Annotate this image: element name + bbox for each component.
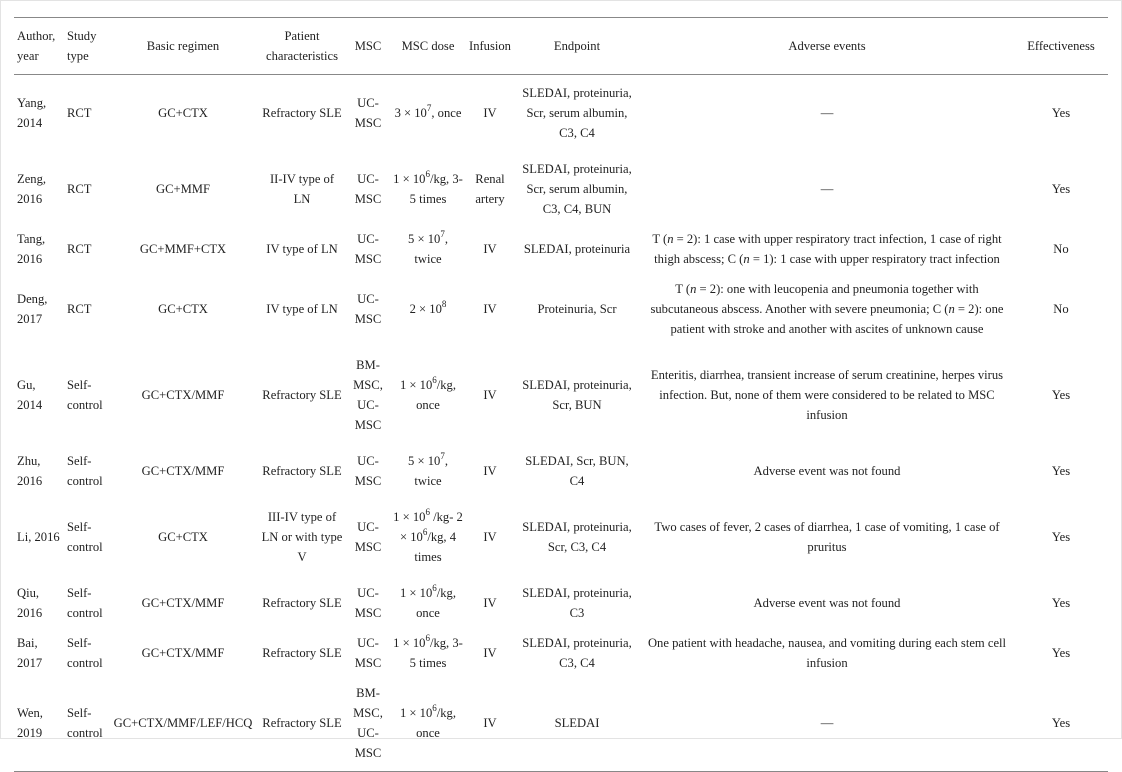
cell-infusion: IV <box>483 388 497 402</box>
cell-patient-characteristics: Refractory SLE <box>262 388 342 402</box>
cell-adverse-events: — <box>820 106 834 120</box>
cell-author-year: Tang, 2016 <box>17 232 46 266</box>
cell-study-type: Self-control <box>67 454 103 488</box>
msc-studies-table <box>14 17 1108 772</box>
cell-msc-dose <box>390 499 466 575</box>
cell-infusion: IV <box>483 242 497 256</box>
cell-effectiveness: Yes <box>1051 388 1071 402</box>
table-row <box>14 575 1108 631</box>
table-row <box>14 347 1108 443</box>
cell-study-type: Self-control <box>67 706 103 740</box>
cell-patient-characteristics: IV type of LN <box>266 302 338 316</box>
cell-endpoint: SLEDAI, proteinuria, C3 <box>522 586 632 620</box>
cell-adverse-events: — <box>820 182 834 196</box>
table-row <box>14 75 1108 152</box>
column-header-adverse-events: Adverse events <box>788 39 866 53</box>
cell-msc-dose <box>390 443 466 499</box>
superscript: 7 <box>440 229 445 239</box>
text-segment: , once <box>431 106 462 120</box>
cell-basic-regimen: GC+CTX/MMF <box>141 646 225 660</box>
cell-msc: UC-MSC <box>354 172 382 206</box>
superscript: 6 <box>432 703 437 713</box>
text-segment: , twice <box>414 454 448 488</box>
text-segment: 3 × 10 <box>394 106 427 120</box>
cell-patient-characteristics: Refractory SLE <box>262 106 342 120</box>
cell-author-year: Deng, 2017 <box>17 292 48 326</box>
text-segment: 1 × 10 <box>399 706 433 720</box>
column-header-msc: MSC <box>354 39 382 53</box>
text-segment: = 1): 1 case with upper respiratory tract infection <box>749 252 1000 266</box>
cell-study-type: Self-control <box>67 636 103 670</box>
cell-endpoint: SLEDAI, proteinuria, Scr, BUN <box>522 378 632 412</box>
table-row <box>14 271 1108 347</box>
column-header-msc-dose: MSC dose <box>401 39 455 53</box>
cell-patient-characteristics: IV type of LN <box>266 242 338 256</box>
italic-text: n <box>948 302 955 316</box>
table-row <box>14 151 1108 227</box>
cell-study-type: RCT <box>67 242 92 256</box>
text-segment: /kg, once <box>416 378 457 412</box>
column-header-effectiveness: Effectiveness <box>1027 39 1095 53</box>
cell-patient-characteristics: Refractory SLE <box>262 596 342 610</box>
text-segment: 5 × 10 <box>408 454 441 468</box>
cell-study-type: RCT <box>67 106 92 120</box>
text-segment: 1 × 10 <box>399 378 433 392</box>
cell-msc-dose <box>390 227 466 271</box>
cell-author-year: Zhu, 2016 <box>17 454 43 488</box>
cell-msc-dose <box>390 75 466 152</box>
text-segment: 1 × 10 <box>399 586 433 600</box>
superscript: 6 <box>425 507 430 517</box>
cell-infusion: IV <box>483 106 497 120</box>
column-header-endpoint: Endpoint <box>553 39 601 53</box>
text-segment: T ( <box>675 282 691 296</box>
cell-patient-characteristics: II-IV type of LN <box>269 172 335 206</box>
cell-msc-dose <box>390 271 466 347</box>
cell-endpoint: SLEDAI <box>554 716 600 730</box>
table-row <box>14 631 1108 675</box>
text-segment: , twice <box>414 232 448 266</box>
text-segment: 1 × 10 <box>393 172 426 186</box>
cell-infusion: IV <box>483 716 497 730</box>
cell-infusion: IV <box>483 596 497 610</box>
cell-patient-characteristics: Refractory SLE <box>262 646 342 660</box>
cell-infusion: IV <box>483 530 497 544</box>
cell-msc: UC-MSC <box>354 520 382 554</box>
cell-infusion: IV <box>483 646 497 660</box>
table-row <box>14 499 1108 575</box>
cell-patient-characteristics: Refractory SLE <box>262 464 342 478</box>
cell-study-type: Self-control <box>67 378 103 412</box>
table-header-row <box>14 18 1108 75</box>
text-segment: 1 × 10 <box>393 636 426 650</box>
cell-effectiveness: Yes <box>1051 596 1071 610</box>
text-segment: /kg- 2 × 10 <box>399 510 463 544</box>
text-segment: /kg, once <box>416 706 457 740</box>
cell-effectiveness: Yes <box>1051 530 1071 544</box>
text-segment: /kg, 3-5 times <box>409 636 463 670</box>
cell-effectiveness: Yes <box>1051 716 1071 730</box>
cell-msc-dose <box>390 631 466 675</box>
table-row <box>14 443 1108 499</box>
superscript: 6 <box>422 527 428 537</box>
text-segment: 5 × 10 <box>408 232 441 246</box>
cell-study-type: Self-control <box>67 586 103 620</box>
column-header-study-type: Study type <box>67 29 97 63</box>
column-header-infusion: Infusion <box>469 39 511 53</box>
text-segment: = 2): one with leucopenia and pneumonia together with subcutaneous abscess. Another with severe pneumonia; C ( <box>650 282 979 316</box>
cell-msc: UC-MSC <box>354 292 382 326</box>
cell-msc-dose <box>390 575 466 631</box>
cell-study-type: RCT <box>67 182 92 196</box>
superscript: 6 <box>432 375 437 385</box>
superscript: 8 <box>441 299 447 309</box>
italic-text: n <box>667 232 674 246</box>
cell-patient-characteristics: III-IV type of LN or with type V <box>261 510 343 564</box>
cell-effectiveness: No <box>1053 242 1069 256</box>
cell-adverse-events: Enteritis, diarrhea, transient increase of serum creatinine, herpes virus infection. But, none of them were considered to be related to MSC infusion <box>650 368 1004 422</box>
cell-basic-regimen: GC+CTX/MMF/LEF/HCQ <box>113 716 253 730</box>
cell-infusion: IV <box>483 464 497 478</box>
cell-basic-regimen: GC+CTX <box>158 106 208 120</box>
column-header-basic-regimen: Basic regimen <box>146 39 220 53</box>
text-segment: = 2): 1 case with upper respiratory tract infection, 1 case of right thigh abscess; C ( <box>654 232 1002 266</box>
cell-adverse-events <box>640 271 1014 347</box>
cell-msc-dose <box>390 675 466 772</box>
cell-author-year: Yang, 2014 <box>17 96 47 130</box>
cell-basic-regimen: GC+CTX/MMF <box>141 388 225 402</box>
table-row <box>14 675 1108 772</box>
cell-basic-regimen: GC+CTX <box>158 530 208 544</box>
cell-msc: BM-MSC, UC-MSC <box>353 358 383 432</box>
cell-msc: UC-MSC <box>354 636 382 670</box>
cell-adverse-events: One patient with headache, nausea, and vomiting during each stem cell infusion <box>647 636 1007 670</box>
cell-adverse-events: Two cases of fever, 2 cases of diarrhea, 1 case of vomiting, 1 case of pruritus <box>654 520 1000 554</box>
cell-author-year: Zeng, 2016 <box>17 172 47 206</box>
cell-author-year: Li, 2016 <box>17 530 60 544</box>
cell-basic-regimen: GC+MMF+CTX <box>139 242 227 256</box>
cell-msc-dose <box>390 151 466 227</box>
superscript: 7 <box>426 103 432 113</box>
superscript: 6 <box>425 169 430 179</box>
cell-author-year: Qiu, 2016 <box>17 586 43 620</box>
text-segment: T ( <box>652 232 668 246</box>
cell-infusion: IV <box>483 302 497 316</box>
cell-endpoint: SLEDAI, proteinuria, Scr, serum albumin, C3, C4, BUN <box>522 162 632 216</box>
cell-adverse-events: — <box>820 716 834 730</box>
superscript: 6 <box>432 583 437 593</box>
superscript: 7 <box>440 451 445 461</box>
cell-msc: UC-MSC <box>354 586 382 620</box>
cell-effectiveness: Yes <box>1051 182 1071 196</box>
cell-basic-regimen: GC+MMF <box>156 182 210 196</box>
cell-author-year: Gu, 2014 <box>17 378 43 412</box>
cell-infusion: Renal artery <box>475 172 505 206</box>
text-segment: = 2): one patient with stroke and another with ascites of unknown cause <box>670 302 1004 336</box>
text-segment: /kg, 3-5 times <box>409 172 463 206</box>
cell-endpoint: SLEDAI, Scr, BUN, C4 <box>525 454 629 488</box>
cell-endpoint: SLEDAI, proteinuria, C3, C4 <box>522 636 632 670</box>
cell-endpoint: SLEDAI, proteinuria, Scr, serum albumin, C3, C4 <box>522 86 632 140</box>
cell-msc: UC-MSC <box>354 454 382 488</box>
cell-adverse-events: Adverse event was not found <box>753 464 901 478</box>
superscript: 6 <box>425 633 430 643</box>
cell-basic-regimen: GC+CTX <box>158 302 208 316</box>
cell-patient-characteristics: Refractory SLE <box>262 716 342 730</box>
cell-endpoint: Proteinuria, Scr <box>537 302 617 316</box>
cell-msc-dose <box>390 347 466 443</box>
cell-adverse-events: Adverse event was not found <box>753 596 901 610</box>
table-row <box>14 227 1108 271</box>
cell-author-year: Wen, 2019 <box>17 706 43 740</box>
cell-endpoint: SLEDAI, proteinuria <box>523 242 631 256</box>
cell-endpoint: SLEDAI, proteinuria, Scr, C3, C4 <box>522 520 632 554</box>
cell-msc: UC-MSC <box>354 232 382 266</box>
cell-effectiveness: Yes <box>1051 106 1071 120</box>
text-segment: 2 × 10 <box>409 302 442 316</box>
text-segment: /kg, once <box>416 586 457 620</box>
italic-text: n <box>690 282 697 296</box>
text-segment: /kg, 4 times <box>414 530 457 564</box>
cell-basic-regimen: GC+CTX/MMF <box>141 596 225 610</box>
cell-effectiveness: Yes <box>1051 464 1071 478</box>
cell-msc: UC-MSC <box>354 96 382 130</box>
cell-adverse-events <box>640 227 1014 271</box>
column-header-patient-characteristics: Patient characteristics <box>265 29 339 63</box>
italic-text: n <box>743 252 750 266</box>
text-segment: 1 × 10 <box>393 510 426 524</box>
cell-effectiveness: No <box>1053 302 1069 316</box>
cell-msc: BM-MSC, UC-MSC <box>353 686 383 760</box>
cell-effectiveness: Yes <box>1051 646 1071 660</box>
column-header-author-year: Author, year <box>17 29 56 63</box>
cell-study-type: Self-control <box>67 520 103 554</box>
cell-basic-regimen: GC+CTX/MMF <box>141 464 225 478</box>
cell-author-year: Bai, 2017 <box>17 636 43 670</box>
cell-study-type: RCT <box>67 302 92 316</box>
